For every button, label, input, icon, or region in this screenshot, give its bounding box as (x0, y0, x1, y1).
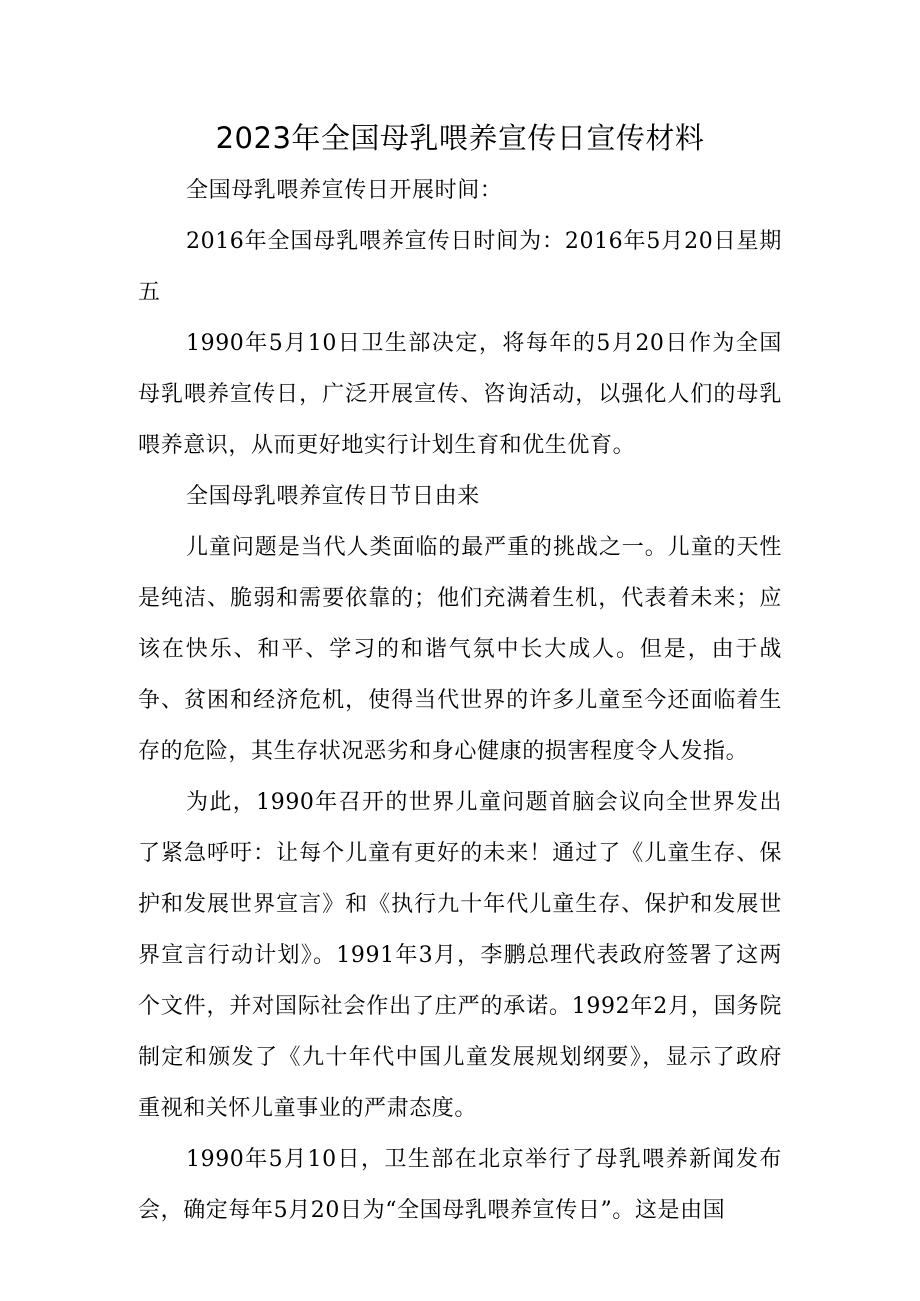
paragraph-press-conference: 1990年5月10日，卫生部在北京举行了母乳喂养新闻发布会，确定每年5月20日为“全国母乳喂养宣传日”。这是由国 (138, 1147, 782, 1223)
paragraph-origin-heading: 全国母乳喂养宣传日节日由来 (186, 484, 480, 509)
paragraph-2016-date: 2016年全国母乳喂养宣传日时间为：2016年5月20日星期五 (138, 229, 782, 305)
document-title: 2023年全国母乳喂养宣传日宣传材料 (215, 121, 705, 155)
paragraph-time-heading: 全国母乳喂养宣传日开展时间： (186, 178, 503, 203)
paragraph-1990-decision: 1990年5月10日卫生部决定，将每年的5月20日作为全国母乳喂养宣传日，广泛开展宣传、咨询活动，以强化人们的母乳喂养意识，从而更好地实行计划生育和优生优育。 (138, 331, 782, 458)
paragraph-summit: 为此，1990年召开的世界儿童问题首脑会议向全世界发出了紧急呼吁：让每个儿童有更好的未来！通过了《儿童生存、保护和发展世界宣言》和《执行九十年代儿童生存、保护和发展世界宣言行动计划》。1991年3月，李鹏总理代表政府签署了这两个文件，并对国际社会作出了庄严的承诺。1992年2月，国务院制定和颁发了《九十年代中国儿童发展规划纲要》，显示了政府重视和关怀儿童事业的严肃态度。 (138, 790, 782, 1121)
paragraph-children-issues: 儿童问题是当代人类面临的最严重的挑战之一。儿童的天性是纯洁、脆弱和需要依靠的；他们充满着生机，代表着未来；应该在快乐、和平、学习的和谐气氛中长大成人。但是，由于战争、贫困和经济危机，使得当代世界的许多儿童至今还面临着生存的危险，其生存状况恶劣和身心健康的损害程度令人发指。 (138, 535, 782, 764)
